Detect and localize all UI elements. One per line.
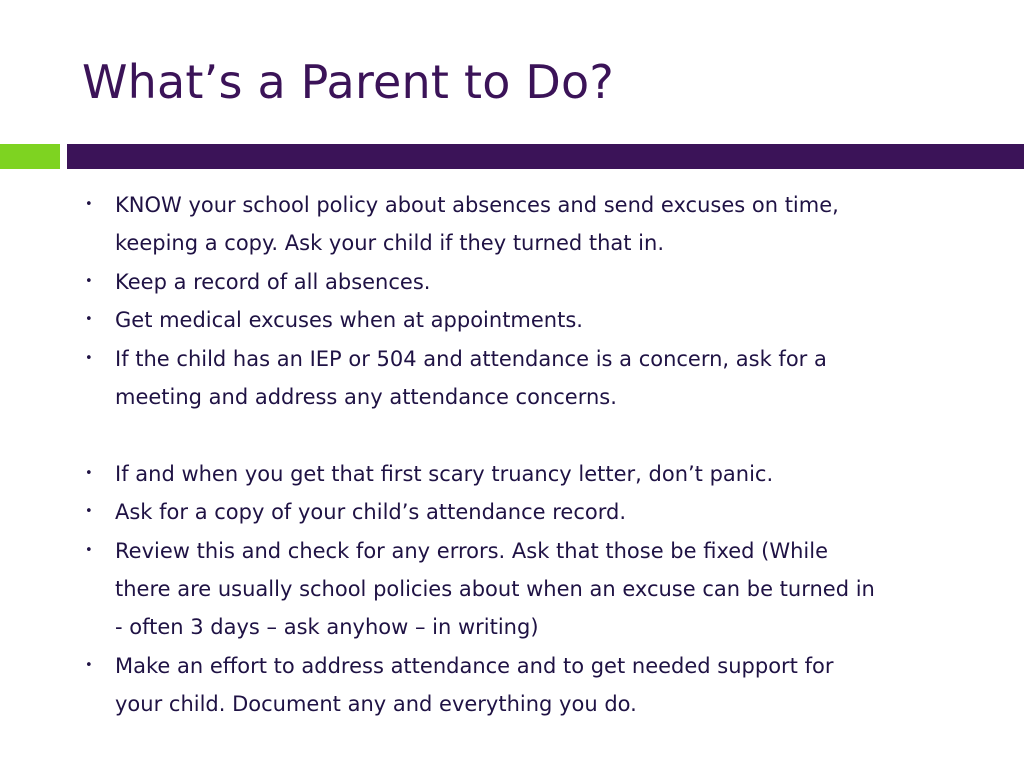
bullet-text: keeping a copy. Ask your child if they turned that in.	[115, 231, 665, 256]
bullet-text: - often 3 days – ask anyhow – in writing)	[115, 615, 539, 640]
bullet-item	[80, 186, 980, 263]
bullet-item	[80, 532, 980, 647]
bullet-list	[80, 186, 980, 724]
bullet-text: meeting and address any attendance concerns.	[115, 385, 617, 410]
accent-bar-purple	[67, 144, 1024, 169]
bullet-text: If the child has an IEP or 504 and attendance is a concern, ask for a	[115, 346, 827, 371]
bullet-icon: •	[85, 657, 93, 673]
bullet-text: Make an effort to address attendance and to get needed support for	[115, 653, 834, 678]
bullet-item	[80, 301, 980, 339]
bullet-text: there are usually school policies about when an excuse can be turned in	[115, 577, 875, 602]
bullet-icon: •	[85, 542, 93, 558]
bullet-text: Ask for a copy of your child’s attendance record.	[115, 500, 626, 525]
bullet-icon: •	[85, 504, 93, 520]
bullet-icon: •	[85, 350, 93, 366]
bullet-text: Review this and check for any errors. Ask that those be fixed (While	[115, 538, 829, 563]
bullet-text: Get medical excuses when at appointments.	[115, 308, 583, 333]
bullet-text: If and when you get that first scary truancy letter, don’t panic.	[115, 461, 774, 486]
slide-title: What’s a Parent to Do?	[82, 55, 614, 109]
bullet-item	[80, 455, 980, 493]
bullet-icon: •	[85, 273, 93, 289]
bullet-icon: •	[85, 465, 93, 481]
bullet-icon: •	[85, 312, 93, 328]
bullet-item	[80, 263, 980, 301]
bullet-icon: •	[85, 197, 93, 212]
bullet-text: KNOW your school policy about absences and send excuses on time,	[115, 193, 839, 217]
bullet-item	[80, 493, 980, 531]
bullet-text: your child. Document any and everything you do.	[115, 692, 637, 717]
accent-bar-green	[0, 144, 60, 169]
bullet-text: Keep a record of all absences.	[115, 269, 431, 294]
list-spacer	[80, 416, 980, 454]
bullet-item	[80, 340, 980, 417]
bullet-item	[80, 647, 980, 724]
